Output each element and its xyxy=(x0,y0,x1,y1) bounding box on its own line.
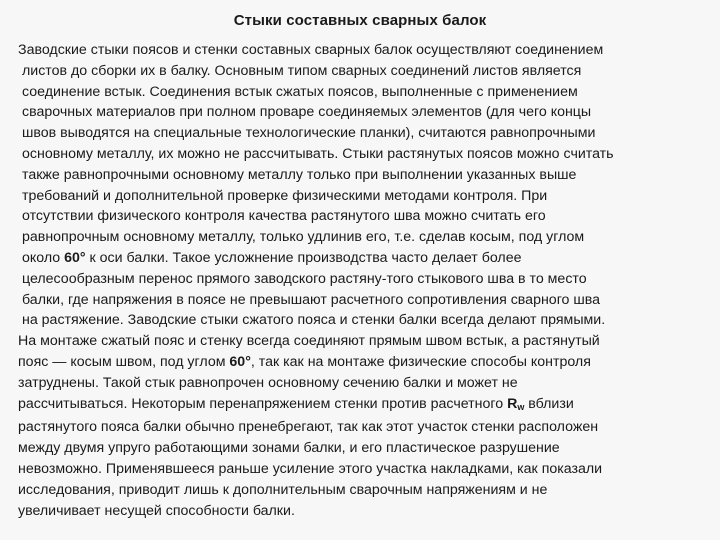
text-line xyxy=(18,82,710,103)
text-run: к оси балки. Такое усложнение производства часто делает более xyxy=(85,249,522,266)
text-run: также равнопрочными основному металлу только при выполнении указанных выше xyxy=(22,166,577,183)
text-line xyxy=(18,102,710,123)
text-run: , так как на монтаже физические способы контроля xyxy=(250,353,591,370)
text-run: швов выводятся на специальные технологические планки), считаются равнопрочными xyxy=(22,125,596,142)
text-line xyxy=(18,144,710,165)
text-line xyxy=(18,310,710,331)
text-run: балки, где напряжения в поясе не превышают расчетного сопротивления сварного шва xyxy=(22,291,601,308)
text-run: рассчитываться. Некоторым перенапряжением стенки против расчетного xyxy=(18,395,508,412)
text-line xyxy=(18,459,710,480)
text-line xyxy=(18,480,710,501)
text-line xyxy=(18,394,710,418)
text-run: Заводские стыки поясов и стенки составных сварных балок осуществляют соединением xyxy=(18,42,604,58)
bold-text: R xyxy=(507,395,518,412)
text-line xyxy=(18,40,710,61)
subscript-text: w xyxy=(517,401,525,412)
text-run: основному металлу, их можно не рассчитывать. Стыки растянутых поясов можно считать xyxy=(22,145,614,162)
text-line xyxy=(18,352,710,373)
text-line xyxy=(18,438,710,459)
text-line xyxy=(18,501,710,522)
text-run: невозможно. Применявшееся раньше усиление этого участка накладками, как показали xyxy=(18,460,603,477)
text-line xyxy=(18,331,710,352)
text-run: вблизи xyxy=(524,395,574,412)
text-run: на растяжение. Заводские стыки сжатого пояса и стенки балки всегда делают прямыми. xyxy=(22,312,606,329)
text-run: исследования, приводит лишь к дополнительным сварочным напряжениям и не xyxy=(18,481,548,498)
text-line xyxy=(18,186,710,207)
text-line xyxy=(18,269,710,290)
text-run: сварочных материалов при полном проваре соединяемых элементов (для чего концы xyxy=(22,104,592,121)
bold-text: 60° xyxy=(64,249,86,266)
text-run: около xyxy=(22,249,65,266)
text-run: соединение встык. Соединения встык сжатых поясов, выполненные с применением xyxy=(22,83,578,100)
text-run: целесообразным перенос прямого заводского растяну-того стыкового шва в то место xyxy=(22,270,587,287)
text-line xyxy=(18,248,710,269)
text-line xyxy=(18,206,710,227)
text-line xyxy=(18,227,710,248)
text-run: отсутствии физического контроля качества растянутого шва можно считать его xyxy=(22,208,546,225)
slide-title: Стыки составных сварных балок xyxy=(233,12,487,29)
text-line xyxy=(18,165,710,186)
text-line xyxy=(18,417,710,438)
text-line xyxy=(18,373,710,394)
text-run: пояс — косым швом, под углом xyxy=(18,353,230,370)
text-line xyxy=(18,123,710,144)
text-run: листов до сборки их в балку. Основным типом сварных соединений листов является xyxy=(22,62,582,79)
text-run: равнопрочным основному металлу, только удлинив его, т.е. сделав косым, под углом xyxy=(22,229,585,246)
text-run: между двумя упруго работающими зонами балки, и его пластическое разрушение xyxy=(18,440,560,457)
text-line xyxy=(18,61,710,82)
text-run: На монтаже сжатый пояс и стенку всегда соединяют прямым швом встык, а растянутый xyxy=(18,333,600,350)
bold-text: 60° xyxy=(229,353,251,370)
body-text xyxy=(18,40,710,521)
text-run: увеличивает несущей способности балки. xyxy=(18,502,295,519)
text-line xyxy=(18,290,710,311)
text-run: требований и дополнительной проверке физическими методами контроля. При xyxy=(22,187,548,204)
text-run: затруднены. Такой стык равнопрочен основному сечению балки и может не xyxy=(18,374,518,391)
text-run: растянутого пояса балки обычно пренебрегают, так как этот участок стенки расположен xyxy=(18,419,599,436)
